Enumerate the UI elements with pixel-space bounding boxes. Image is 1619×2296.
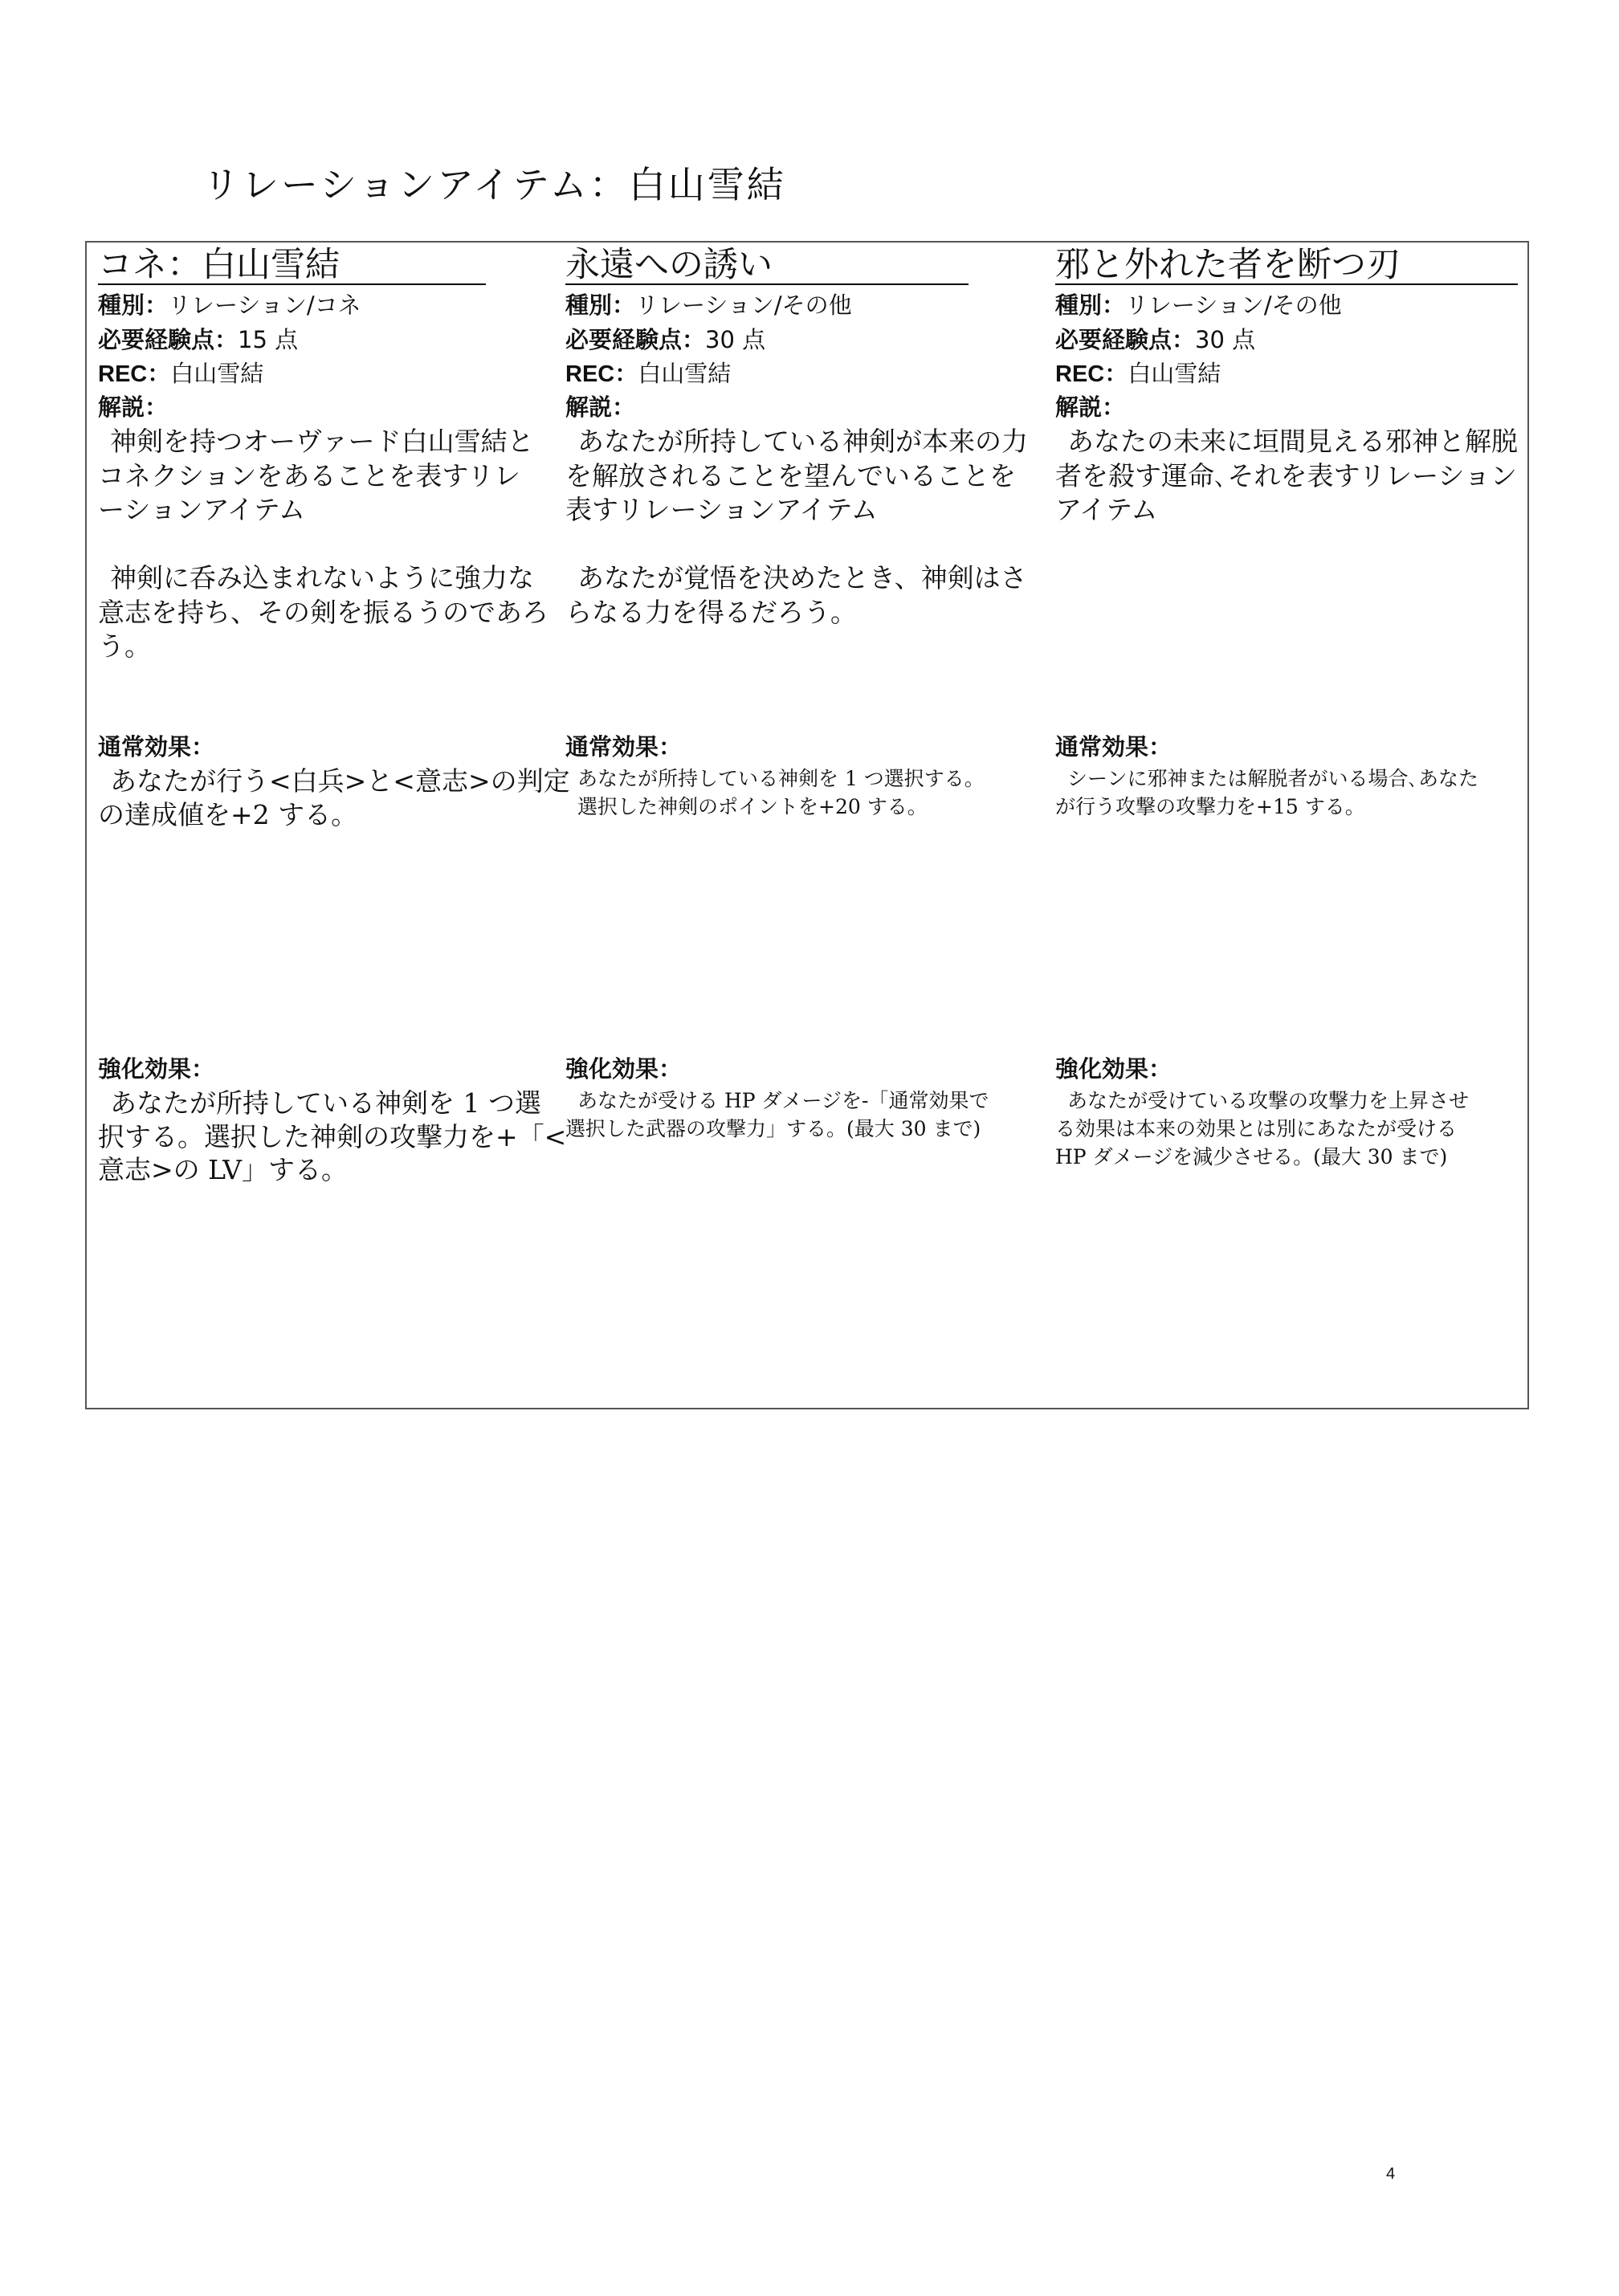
cost-label: 必要経験点： (98, 327, 239, 353)
cost-row (565, 323, 1028, 357)
type-row (565, 288, 1028, 323)
paragraph-gap (98, 528, 549, 562)
description-line: コネクションをあることを表すリレ (98, 459, 521, 491)
item-info (1055, 288, 1518, 528)
description-label: 解説： (98, 394, 169, 421)
enhance-effect-label: 強化効果： (1055, 1057, 1172, 1083)
description-line: あなたの未来に垣間見える邪神と解脱 (1067, 426, 1518, 457)
enhance-effect-line: HP ダメージを減少させる。(最大 30 まで) (1055, 1145, 1448, 1168)
enhance-effect-line: 択する。選択した神剣の攻撃力を+「< (98, 1120, 567, 1152)
description-line: 神剣に呑み込まれないように強力な (110, 562, 534, 593)
enhance-effect-line: あなたが受ける HP ダメージを-「通常効果で (577, 1089, 989, 1112)
normal-effect-line: あなたが行う<白兵>と<意志>の判定 (110, 765, 570, 797)
enhance-effect-label: 強化効果： (98, 1057, 215, 1083)
type-label: 種別： (1055, 293, 1126, 319)
enhance-effect-line: る効果は本来の効果とは別にあなたが受ける (1055, 1117, 1458, 1140)
enhance-effect (98, 1053, 566, 1187)
enhance-effect-line: 選択した武器の攻撃力」する。(最大 30 まで) (565, 1117, 981, 1140)
type-row (1055, 288, 1518, 323)
description-line: 神剣を持つオーヴァード白山雪結と (110, 426, 534, 457)
rec-label: REC： (98, 361, 171, 387)
cost-row (98, 323, 549, 357)
enhance-effect-line: あなたが所持している神剣を 1 つ選 (110, 1087, 541, 1119)
type-value: リレーション/その他 (635, 292, 852, 319)
enhance-effect (565, 1053, 989, 1143)
cost-value: 30 点 (1195, 325, 1256, 353)
cost-row (1055, 323, 1518, 357)
normal-effect-label: 通常効果： (1055, 735, 1172, 761)
normal-effect-line: の達成値を+2 する。 (98, 798, 358, 830)
normal-effect-label: 通常効果： (565, 735, 683, 761)
type-value: リレーション/コネ (168, 292, 361, 319)
description-line: ーションアイテム (98, 494, 306, 525)
cost-label: 必要経験点： (1055, 327, 1196, 353)
type-label: 種別： (98, 293, 169, 319)
enhance-effect-label: 強化効果： (565, 1057, 683, 1083)
rec-value: 白山雪結 (170, 360, 264, 387)
item-name: コネ：白山雪結 (98, 247, 486, 285)
item-name: 邪と外れた者を断つ刃 (1055, 247, 1518, 285)
item-info (565, 288, 1028, 630)
enhance-effect (1055, 1053, 1469, 1171)
description-line: を解放されることを望んでいることを (565, 459, 1016, 491)
description-line: 表すリレーションアイテム (565, 494, 878, 525)
normal-effect (1055, 731, 1478, 821)
page-number: 4 (1386, 2165, 1396, 2183)
enhance-effect-line: 意志>の LV」する。 (98, 1154, 348, 1185)
type-value: リレーション/その他 (1125, 292, 1342, 319)
page-title: リレーションアイテム：白山雪結 (202, 163, 786, 206)
normal-effect-line: が行う攻撃の攻撃力を+15 する。 (1055, 795, 1365, 818)
cost-label: 必要経験点： (565, 327, 706, 353)
rec-row (98, 357, 549, 391)
normal-effect-line: シーンに邪神または解脱者がいる場合､あなた (1067, 767, 1479, 790)
normal-effect-line: 選択した神剣のポイントを+20 する。 (577, 795, 928, 818)
item-info (98, 288, 549, 664)
type-row (98, 288, 549, 323)
cost-value: 15 点 (238, 325, 299, 353)
description-line: らなる力を得るだろう。 (565, 596, 857, 628)
paragraph-gap (565, 528, 1028, 562)
description-line: 意志を持ち、その剣を振るうのであろ (98, 596, 549, 628)
cost-value: 30 点 (705, 325, 766, 353)
description-line: あなたが覚悟を決めたとき、神剣はさ (577, 562, 1027, 593)
enhance-effect-line: あなたが受けている攻撃の攻撃力を上昇させ (1067, 1089, 1470, 1112)
normal-effect-label: 通常効果： (98, 735, 215, 761)
rec-row (1055, 357, 1518, 391)
item-name: 永遠への誘い (565, 247, 969, 285)
normal-effect-line: あなたが所持している神剣を 1 つ選択する。 (577, 767, 985, 790)
rec-row (565, 357, 1028, 391)
description-line: う。 (98, 630, 151, 662)
description-line: あなたが所持している神剣が本来の力 (577, 426, 1028, 457)
description-label: 解説： (565, 394, 636, 421)
description-line: 者を殺す運命､それを表すリレーション (1055, 459, 1517, 491)
description-line: アイテム (1055, 494, 1158, 525)
type-label: 種別： (565, 293, 636, 319)
description-label: 解説： (1055, 394, 1126, 421)
rec-value: 白山雪結 (638, 360, 732, 387)
rec-label: REC： (565, 361, 638, 387)
rec-label: REC： (1055, 361, 1128, 387)
normal-effect (98, 731, 570, 831)
normal-effect (565, 731, 985, 821)
rec-value: 白山雪結 (1128, 360, 1221, 387)
